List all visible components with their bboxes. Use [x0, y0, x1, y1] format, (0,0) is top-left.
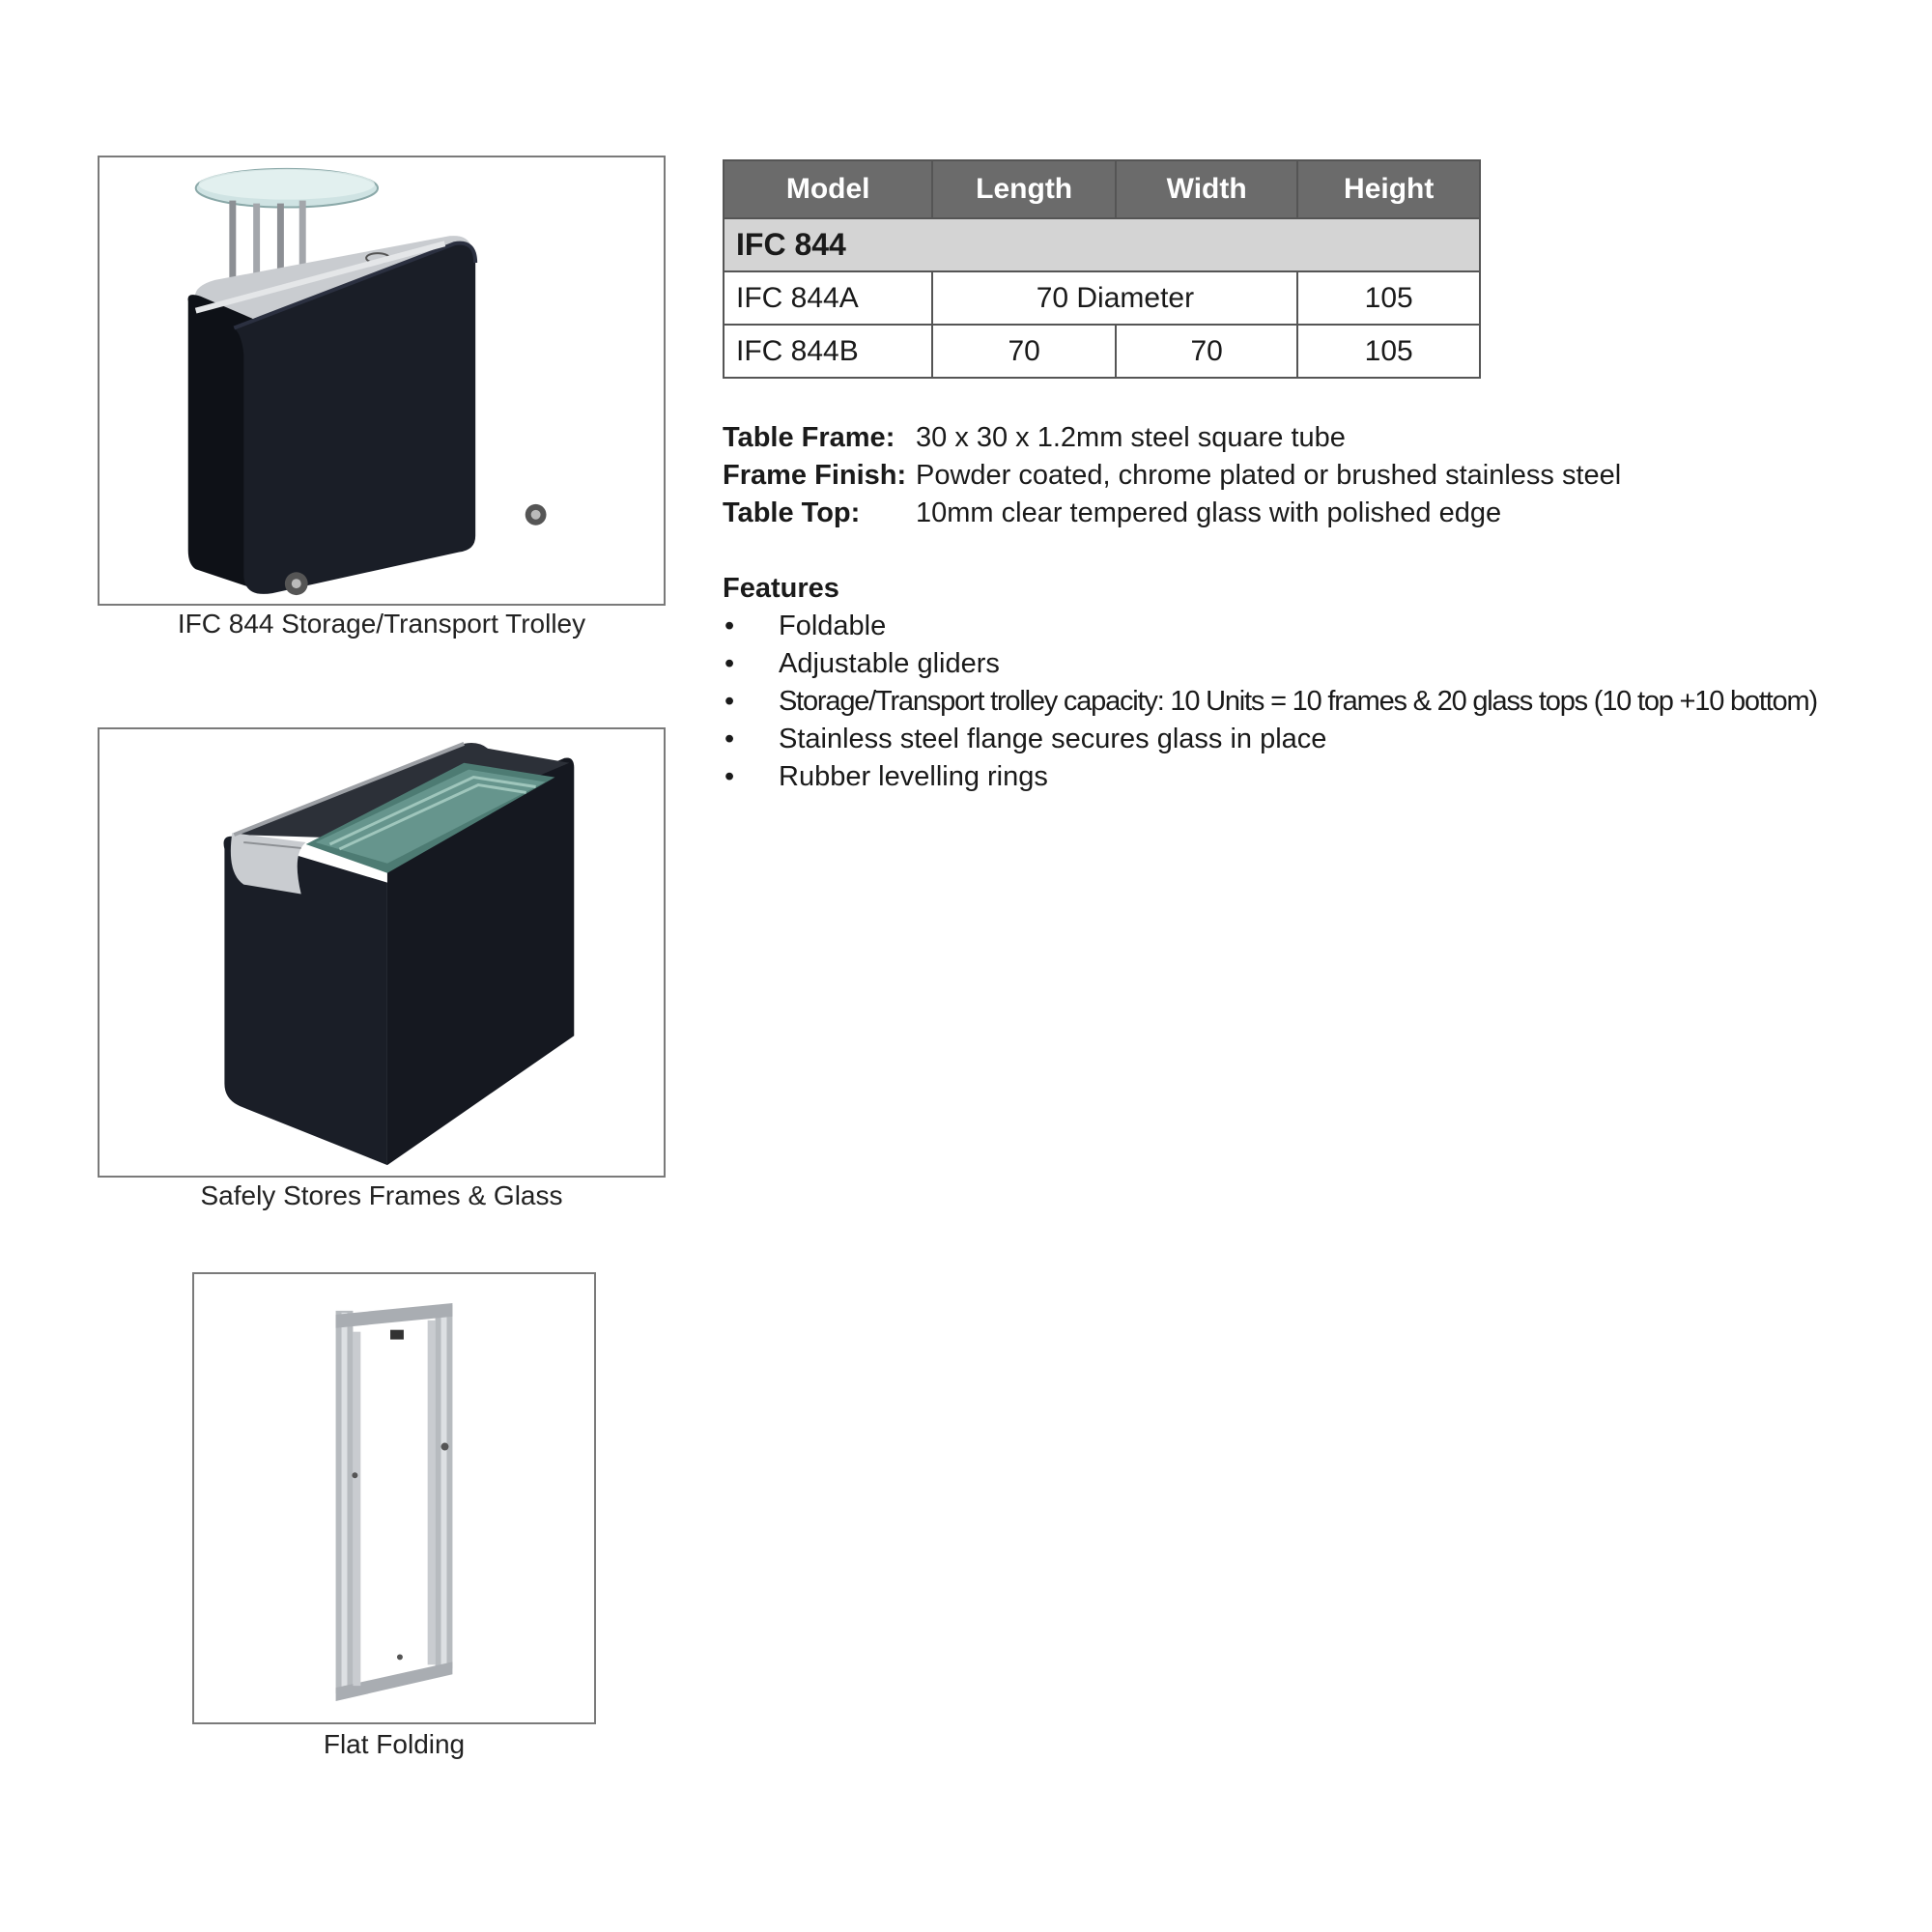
list-item	[723, 758, 1817, 796]
feature-text: Adjustable gliders	[779, 648, 1000, 679]
table-row	[724, 325, 1480, 378]
spec-row	[723, 495, 1621, 532]
group-label: IFC 844	[724, 218, 1480, 271]
folding-frame-photo	[192, 1272, 596, 1724]
spec-label: Frame Finish:	[723, 460, 907, 491]
feature-list	[723, 608, 1817, 796]
cell-height: 105	[1297, 271, 1480, 325]
bullet-icon: •	[724, 761, 735, 792]
bullet-icon: •	[724, 724, 735, 754]
trolley-open-photo	[98, 727, 666, 1178]
figure-caption-folding: Flat Folding	[323, 1729, 466, 1759]
features-section	[723, 570, 1817, 796]
table-row	[724, 271, 1480, 325]
list-item	[723, 683, 1817, 721]
feature-text: Foldable	[779, 611, 887, 641]
features-title: Features	[723, 573, 839, 604]
trolley-photo	[98, 156, 666, 606]
table-group-row	[724, 218, 1480, 271]
cell-model: IFC 844B	[724, 325, 932, 378]
bullet-icon: •	[724, 686, 733, 717]
feature-text: Stainless steel flange secures glass in place	[779, 724, 1327, 754]
spec-list	[723, 419, 1621, 532]
figure-caption-storage: Safely Stores Frames & Glass	[200, 1180, 563, 1210]
cell-diameter: 70 Diameter	[932, 271, 1297, 325]
header-length: Length	[932, 160, 1116, 218]
cell-model: IFC 844A	[724, 271, 932, 325]
figure-caption-trolley: IFC 844 Storage/Transport Trolley	[177, 609, 586, 639]
spec-table	[723, 159, 1481, 379]
spec-value: 10mm clear tempered glass with polished edge	[916, 497, 1502, 528]
header-width: Width	[1116, 160, 1297, 218]
list-item	[723, 645, 1817, 683]
header-model: Model	[724, 160, 932, 218]
spec-label: Table Top:	[723, 497, 861, 528]
spec-row	[723, 419, 1621, 457]
feature-text: Storage/Transport trolley capacity: 10 Units = 10 frames & 20 glass tops (10 top +10 bottom)	[779, 686, 1817, 717]
feature-text: Rubber levelling rings	[779, 761, 1048, 792]
list-item	[723, 721, 1817, 758]
spec-label: Table Frame:	[723, 422, 895, 453]
table-header-row	[724, 160, 1480, 218]
spec-value: 30 x 30 x 1.2mm steel square tube	[916, 422, 1346, 453]
bullet-icon: •	[724, 648, 735, 679]
list-item	[723, 608, 1817, 645]
cell-height: 105	[1297, 325, 1480, 378]
bullet-icon: •	[724, 611, 735, 641]
cell-width: 70	[1116, 325, 1297, 378]
spec-value: Powder coated, chrome plated or brushed stainless steel	[916, 460, 1622, 491]
header-height: Height	[1297, 160, 1480, 218]
spec-row	[723, 457, 1621, 495]
cell-length: 70	[932, 325, 1116, 378]
